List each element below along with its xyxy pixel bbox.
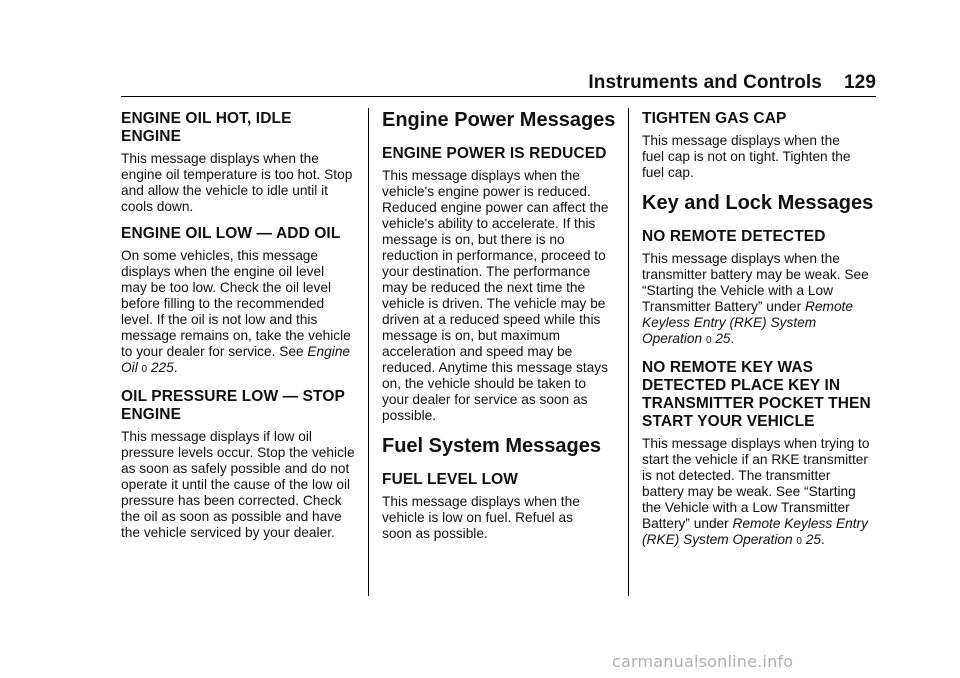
text-no-remote-detected: This message displays when the transmitter battery may be weak. See “Starting the Vehicle with a Low Transmitter Battery” under Remote Keyless Entry (RKE) System Operation 0 25. — [642, 251, 869, 346]
column-1 — [121, 104, 359, 541]
column-divider-2 — [628, 108, 629, 596]
column-divider-1 — [368, 108, 369, 596]
page-ref-icon: 0 — [141, 364, 148, 375]
heading-tighten-gas-cap: TIGHTEN GAS CAP — [642, 110, 787, 127]
section-title: Instruments and Controls — [588, 72, 822, 93]
link-rke-operation-2[interactable]: Remote Keyless Entry (RKE) System Operation — [642, 516, 868, 547]
heading-engine-oil-low: ENGINE OIL LOW — ADD OIL — [121, 225, 341, 242]
heading-oil-pressure-low: OIL PRESSURE LOW — STOP ENGINE — [121, 388, 345, 423]
text-engine-oil-low: On some vehicles, this message displays when the engine oil level may be too low. Check the oil level before filling to the recommended level. If the oil is not low and this message remains on, take the vehicle to your dealer for service. See Engine Oil 0 225. — [121, 248, 351, 375]
page-ref-225[interactable]: 225 — [150, 360, 174, 375]
text-oil-pressure-low: This message displays if low oil pressure levels occur. Stop the vehicle as soon as safely possible and do not operate it until the cause of the low oil pressure has been corrected. Check the oil as soon as possible and have the vehicle serviced by your dealer. — [121, 429, 355, 540]
heading-no-remote-detected: NO REMOTE DETECTED — [642, 228, 826, 245]
heading-engine-oil-hot: ENGINE OIL HOT, IDLE ENGINE — [121, 110, 292, 145]
see-prefix: See — [279, 344, 304, 359]
column-3 — [642, 104, 880, 550]
text-engine-oil-hot: This message displays when the engine oil temperature is too hot. Stop and allow the vehicle to idle until it cools down. — [121, 151, 353, 214]
watermark: carmanualsonline.info — [612, 652, 794, 671]
section-fuel-system-messages: Fuel System Messages — [382, 435, 601, 457]
text-no-remote-key: This message displays when trying to start the vehicle if an RKE transmitter is not detected. The transmitter battery may be weak. See “Starting the Vehicle with a Low Transmitter Battery” under Remote Keyless Entry (RKE) System Operation 0 25. — [642, 436, 870, 547]
heading-no-remote-key: NO REMOTE KEY WAS DETECTED PLACE KEY IN TRANSMITTER POCKET THEN START YOUR VEHICLE — [642, 359, 871, 430]
running-head — [580, 72, 876, 94]
page-ref-icon: 0 — [705, 335, 712, 346]
text-engine-power-reduced: This message displays when the vehicle's engine power is reduced. Reduced engine power can affect the vehicle's ability to accelerate. If this message is on, but there is no reduction in performance, proceed to your destination. The performance may be reduced the next time the vehicle is driven. The vehicle may be driven at a reduced speed while this message is on, but maximum acceleration and speed may be reduced. Anytime this message stays on, the vehicle should be taken to your dealer for service as soon as possible. — [382, 168, 609, 423]
text-fuel-level-low: This message displays when the vehicle is low on fuel. Refuel as soon as possible. — [382, 494, 580, 541]
text-tighten-gas-cap: This message displays when the fuel cap is not on tight. Tighten the fuel cap. — [642, 133, 851, 180]
page-ref-icon: 0 — [796, 536, 802, 547]
heading-fuel-level-low: FUEL LEVEL LOW — [382, 471, 519, 488]
heading-engine-power-reduced: ENGINE POWER IS REDUCED — [382, 145, 607, 162]
page-ref-25-a[interactable]: 25 — [715, 331, 731, 346]
section-engine-power-messages: Engine Power Messages — [382, 109, 616, 131]
page-number: 129 — [843, 72, 876, 93]
link-engine-oil[interactable]: Engine Oil — [121, 344, 351, 375]
column-2 — [382, 104, 620, 542]
text-no-remote-key-body: This message displays when trying to start the vehicle if an RKE transmitter is not detected. The transmitter battery may be weak. See “Starting the Vehicle with a Low Transmitter Battery” under — [642, 436, 870, 531]
section-key-and-lock-messages: Key and Lock Messages — [642, 192, 874, 214]
link-rke-operation-1[interactable]: Remote Keyless Entry (RKE) System Operation — [642, 299, 853, 346]
header-rule — [121, 96, 876, 97]
text-engine-oil-low-body: On some vehicles, this message displays when the engine oil level may be too low. Check the oil level before filling to the recommended level. If the oil is not low and this message remains on, take the vehicle to your dealer for service. — [121, 248, 351, 359]
text-no-remote-body: This message displays when the transmitter battery may be weak. See “Starting the Vehicle with a Low Transmitter Battery” under — [642, 251, 869, 314]
page-ref-25-b[interactable]: 25 — [805, 532, 822, 547]
